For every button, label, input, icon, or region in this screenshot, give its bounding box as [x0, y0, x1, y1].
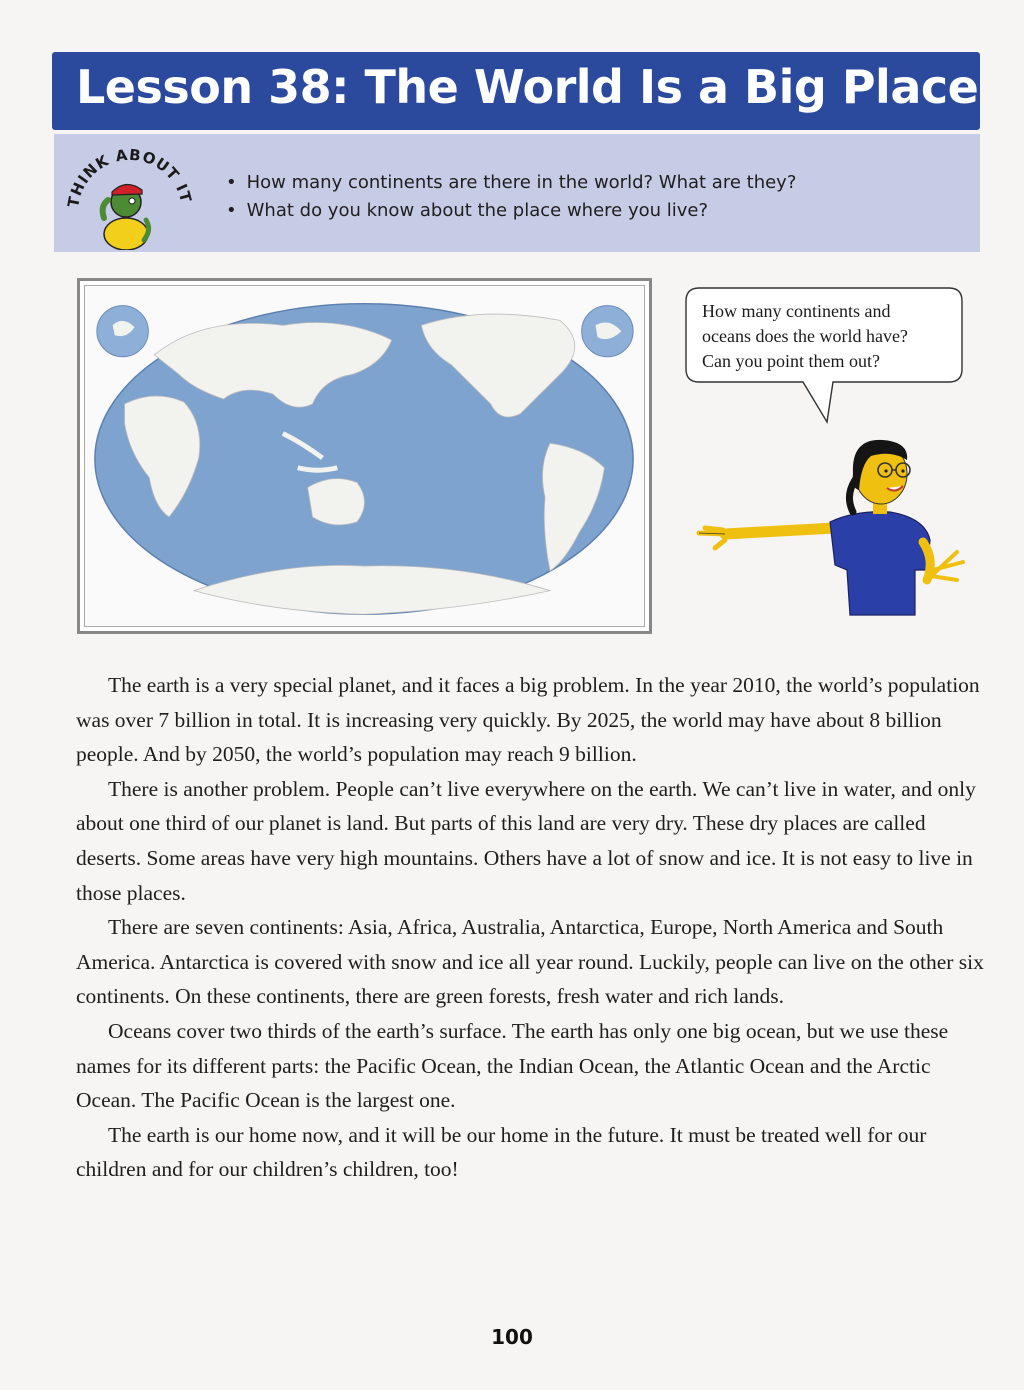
think-about-it-badge	[60, 140, 210, 250]
lesson-title: Lesson 38: The World Is a Big Place	[76, 60, 979, 114]
australia-land	[308, 479, 365, 525]
speech-bubble-text	[702, 299, 958, 374]
girl-shirt	[830, 512, 930, 615]
turtle-body	[104, 218, 148, 250]
speech-line-1: How many continents and	[702, 301, 891, 321]
badge-label-path: THINK ABOUT IT	[64, 145, 196, 209]
lesson-body-text	[76, 668, 988, 1187]
turtle-cap	[112, 184, 142, 195]
paragraph-5: The earth is our home now, and it will be our home in the future. It must be treated well for our children and for our children’s children, too!	[76, 1122, 927, 1182]
world-map	[84, 285, 645, 627]
girl-pointing-illustration	[695, 430, 975, 625]
think-about-it-box	[54, 134, 980, 252]
paragraph-3: There are seven continents: Asia, Africa, Australia, Antarctica, Europe, North America and South America. Antarctica is covered with snow and ice all year round. Luckily, people can live on the other six continents. On these continents, there are green forests, fresh water and rich lands.	[76, 915, 984, 1009]
paragraph-4: Oceans cover two thirds of the earth’s surface. The earth has only one big ocean, but we use these names for its different parts: the Pacific Ocean, the Indian Ocean, the Atlantic Ocean and the Arctic Ocean. The Pacific Ocean is the largest one.	[76, 1018, 949, 1113]
think-question-2: • What do you know about the place where you live?	[226, 200, 796, 221]
turtle-eye	[129, 198, 135, 204]
world-map-frame	[77, 278, 652, 634]
think-question-1: • How many continents are there in the world? What are they?	[226, 172, 796, 193]
world-map-illustration	[85, 286, 644, 626]
paragraph-1: The earth is a very special planet, and it faces a big problem. In the year 2010, the world’s population was over 7 billion in total. It is increasing very quickly. By 2025, the world may have about 8 billion people. And by 2050, the world’s population may reach 9 billion.	[76, 673, 980, 767]
page-number: 100	[491, 1325, 533, 1349]
title-banner	[52, 52, 980, 130]
pointing-arm	[725, 528, 835, 534]
speech-line-2: oceans does the world have?	[702, 326, 908, 346]
paragraph-2: There is another problem. People can’t live everywhere on the earth. We can’t live in water, and only about one third of our planet is land. But parts of this land are very dry. These dry places are called deserts. Some areas have very high mountains. Others have a lot of snow and ice. It is not easy to live in those places.	[76, 776, 976, 905]
speech-line-3: Can you point them out?	[702, 351, 880, 371]
speech-bubble	[685, 287, 963, 383]
think-question-list	[226, 172, 796, 228]
turtle-arm	[103, 200, 108, 218]
